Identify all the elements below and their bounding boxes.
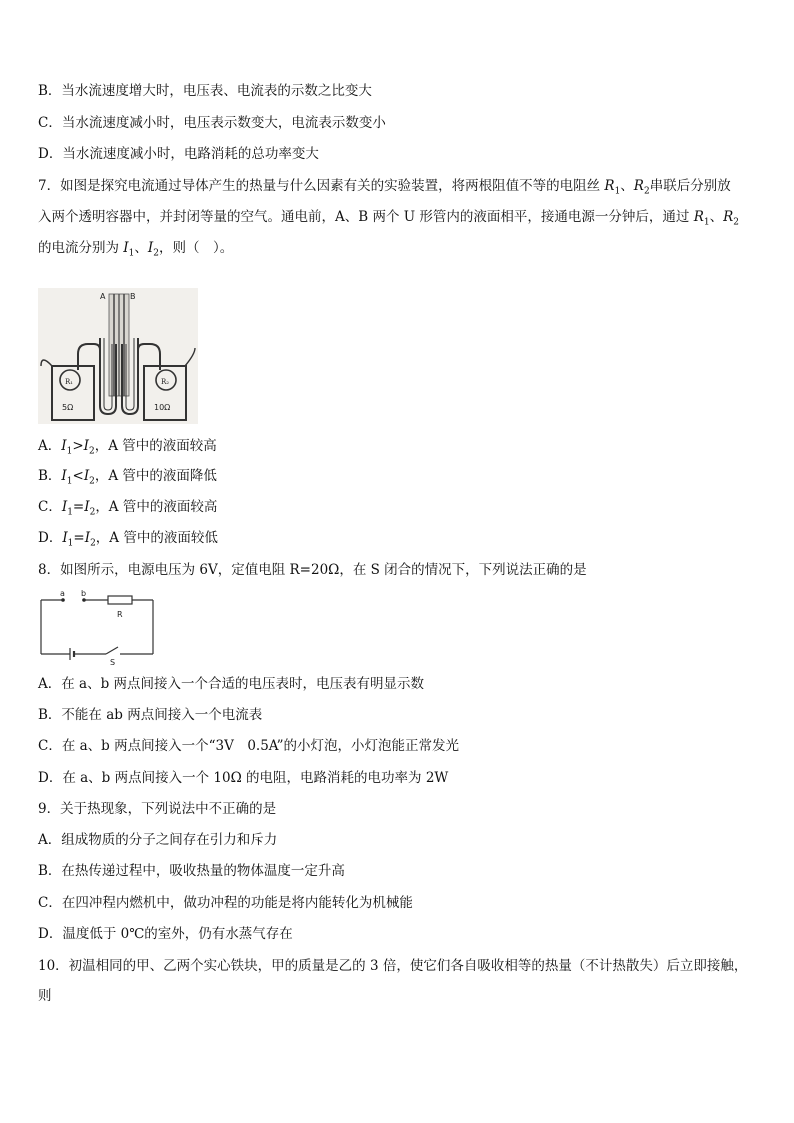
point-a-label: a [60, 589, 65, 598]
q8-stem: 8．如图所示，电源电压为 6V，定值电阻 R=20Ω，在 S 闭合的情况下，下列说法正确的是 [38, 562, 587, 578]
q7-option-a: A．$I_1>I_2$，A 管中的液面较高 [38, 438, 217, 457]
q9-option-c: C．在四冲程内燃机中，做功冲程的功能是将内能转化为机械能 [38, 895, 413, 911]
q6-option-c: C．当水流速度减小时，电压表示数变大，电流表示数变小 [38, 115, 386, 131]
switch-s-label: S [110, 658, 116, 666]
q10-stem: 10．初温相同的甲、乙两个实心铁块，甲的质量是乙的 3 倍，使它们各自吸收相等的热量（不计热散失）后立即接触，则 [38, 958, 748, 1004]
q7-option-b: B．$I_1<I_2$，A 管中的液面降低 [38, 468, 217, 487]
q9-option-d: D．温度低于 0℃的室外，仍有水蒸气存在 [38, 926, 293, 942]
point-b-label: b [81, 589, 87, 598]
label-a: A [100, 292, 106, 301]
resistor-r-label: R [117, 610, 123, 619]
r2-value: 10Ω [154, 403, 171, 412]
q8-option-c: C．在 a、b 两点间接入一个“3V 0.5A”的小灯泡，小灯泡能正常发光 [38, 738, 459, 754]
q8-option-b: B．不能在 ab 两点间接入一个电流表 [38, 707, 263, 723]
svg-text:R₁: R₁ [65, 378, 74, 386]
svg-text:R₂: R₂ [161, 378, 170, 386]
q7-stem-line-2: 入两个透明容器中，并封闭等量的空气。通电前，A、B 两个 U 形管内的液面相平，接通电源一分钟后，通过 $R_1$、$R_2$ [38, 209, 740, 228]
q8-option-a: A．在 a、b 两点间接入一个合适的电压表时，电压表有明显示数 [38, 676, 425, 692]
q6-option-d: D．当水流速度减小时，电路消耗的总功率变大 [38, 146, 319, 162]
q7-stem-line-3: 的电流分别为 $I_1$、$I_2$，则（ ）。 [38, 240, 234, 259]
q9-option-b: B．在热传递过程中，吸收热量的物体温度一定升高 [38, 863, 345, 879]
q7-apparatus-figure [38, 288, 198, 424]
q8-option-d: D．在 a、b 两点间接入一个 10Ω 的电阻，电路消耗的电功率为 2W [38, 770, 449, 786]
q6-option-b: B．当水流速度增大时，电压表、电流表的示数之比变大 [38, 83, 372, 99]
label-b: B [130, 292, 136, 301]
q8-circuit-figure [38, 586, 158, 666]
r1-value: 5Ω [62, 403, 74, 412]
q9-option-a: A．组成物质的分子之间存在引力和斥力 [38, 832, 278, 848]
q7-option-c: C．$I_1=I_2$，A 管中的液面较高 [38, 499, 218, 518]
q9-stem: 9．关于热现象，下列说法中不正确的是 [38, 801, 277, 817]
resistor-r [108, 596, 132, 604]
q7-option-d: D．$I_1=I_2$，A 管中的液面较低 [38, 530, 218, 549]
q7-stem-line-1: 7．如图是探究电流通过导体产生的热量与什么因素有关的实验装置，将两根阻值不等的电阻丝 $R_1$、$R_2$串联后分别放 [38, 178, 731, 197]
switch-s [106, 647, 118, 654]
